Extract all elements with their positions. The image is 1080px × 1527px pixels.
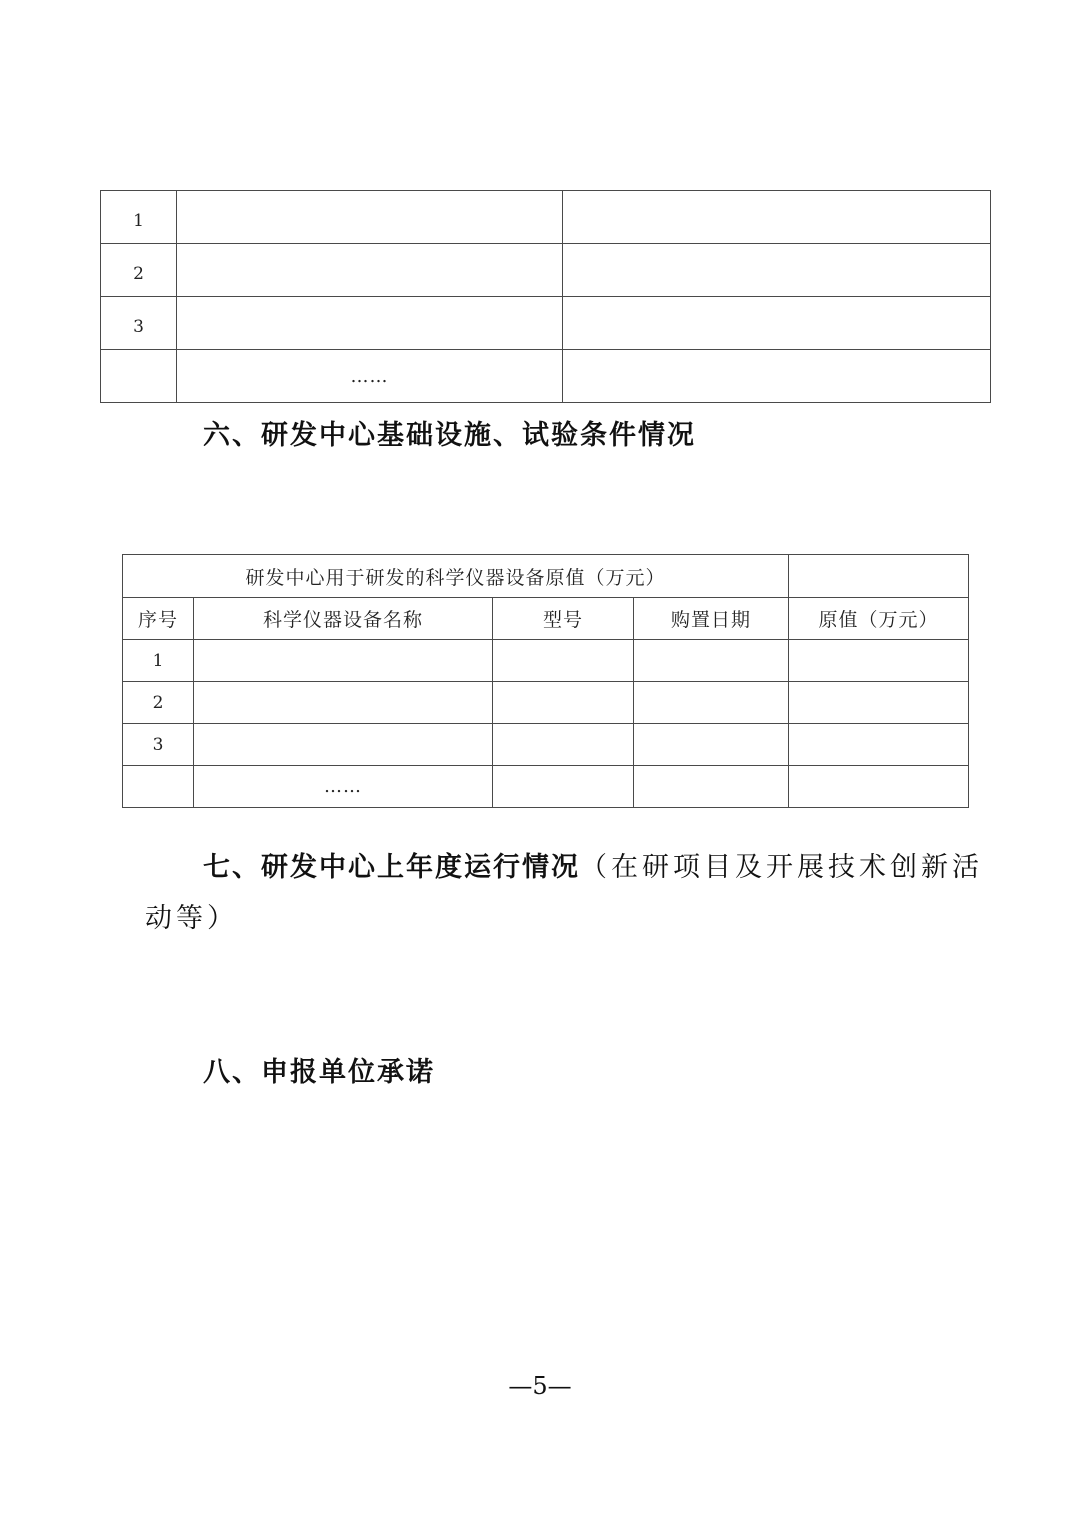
equipment-table bbox=[122, 554, 969, 808]
table-cell bbox=[634, 682, 789, 724]
table-cell bbox=[194, 640, 493, 682]
row-number-cell: 3 bbox=[101, 297, 177, 350]
section-6-heading: 六、研发中心基础设施、试验条件情况 bbox=[203, 420, 696, 451]
table-cell bbox=[493, 640, 634, 682]
equipment-total-value bbox=[789, 555, 969, 598]
table-cell bbox=[563, 244, 991, 297]
table-row bbox=[123, 682, 969, 724]
table-cell bbox=[563, 297, 991, 350]
ellipsis-cell: …… bbox=[194, 766, 493, 808]
table-row bbox=[123, 766, 969, 808]
row-number-cell bbox=[101, 350, 177, 403]
table-cell bbox=[177, 297, 563, 350]
table-row bbox=[101, 191, 991, 244]
row-number-cell: 2 bbox=[123, 682, 194, 724]
table-cell bbox=[493, 682, 634, 724]
column-header: 科学仪器设备名称 bbox=[194, 598, 493, 640]
row-number-cell bbox=[123, 766, 194, 808]
table-cell bbox=[563, 191, 991, 244]
column-header: 型号 bbox=[493, 598, 634, 640]
table-cell bbox=[563, 350, 991, 403]
section-7-note: （在研项目及开展技术创新活 bbox=[580, 852, 983, 883]
table-row bbox=[123, 640, 969, 682]
table-row bbox=[123, 724, 969, 766]
section-8-heading: 八、申报单位承诺 bbox=[203, 1057, 435, 1088]
ellipsis-cell: …… bbox=[177, 350, 563, 403]
row-number-cell: 1 bbox=[123, 640, 194, 682]
table-title-row bbox=[123, 555, 969, 598]
table-row bbox=[101, 297, 991, 350]
table-row bbox=[101, 244, 991, 297]
table-cell bbox=[177, 244, 563, 297]
section-7-note-continuation: 动等） bbox=[145, 903, 238, 934]
table-cell bbox=[194, 724, 493, 766]
column-header: 原值（万元） bbox=[789, 598, 969, 640]
table-cell bbox=[634, 640, 789, 682]
continuation-table bbox=[100, 190, 991, 403]
table-cell bbox=[493, 724, 634, 766]
table-cell bbox=[789, 682, 969, 724]
row-number-cell: 1 bbox=[101, 191, 177, 244]
table-cell bbox=[789, 724, 969, 766]
section-7-heading bbox=[203, 845, 983, 884]
table-cell bbox=[177, 191, 563, 244]
column-header: 序号 bbox=[123, 598, 194, 640]
table-cell bbox=[789, 640, 969, 682]
table-cell bbox=[493, 766, 634, 808]
row-number-cell: 2 bbox=[101, 244, 177, 297]
table-header-row bbox=[123, 598, 969, 640]
table-cell bbox=[194, 682, 493, 724]
table-row bbox=[101, 350, 991, 403]
row-number-cell: 3 bbox=[123, 724, 194, 766]
column-header: 购置日期 bbox=[634, 598, 789, 640]
table-cell bbox=[634, 766, 789, 808]
table-cell bbox=[634, 724, 789, 766]
equipment-total-label: 研发中心用于研发的科学仪器设备原值（万元） bbox=[123, 555, 789, 598]
section-7-title: 七、研发中心上年度运行情况 bbox=[203, 852, 580, 883]
page-number: —5— bbox=[508, 1372, 572, 1400]
table-cell bbox=[789, 766, 969, 808]
